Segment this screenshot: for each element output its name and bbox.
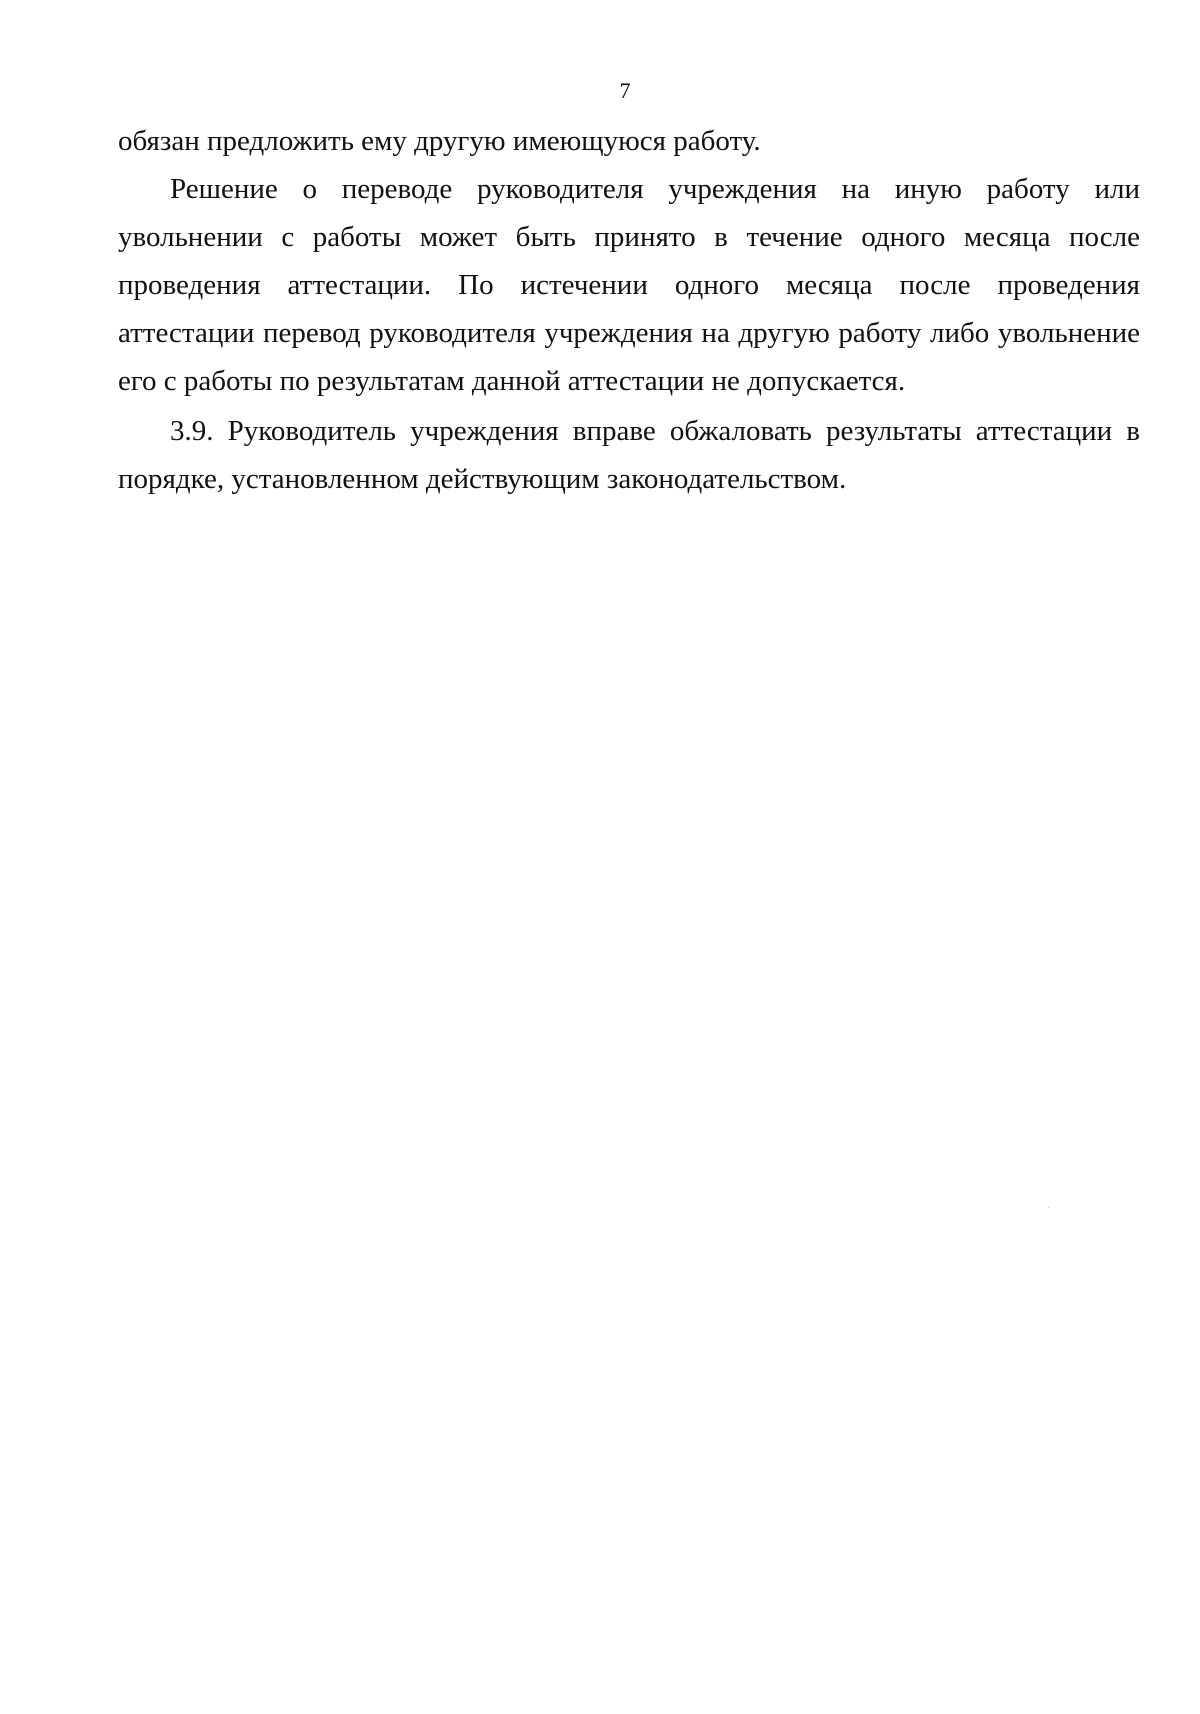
paragraph-appeal-right: 3.9. Руководитель учреждения вправе обжаловать результаты аттестации в порядке, установленном действующим законодательством. (118, 415, 1140, 495)
scan-artifact (1048, 1207, 1049, 1208)
paragraph-continuation: обязан предложить ему другую имеющуюся работу. (118, 125, 761, 157)
page-number: 7 (619, 78, 631, 103)
document-body (118, 117, 1140, 503)
paragraph-decision-transfer: Решение о переводе руководителя учреждения на иную работу или увольнении с работы может быть принято в течение одного месяца после проведения аттестации. По истечении одного месяца после проведения аттестации перевод руководителя учреждения на другую работу либо увольнение его с работы по результатам данной аттестации не допускается. (118, 173, 1140, 397)
